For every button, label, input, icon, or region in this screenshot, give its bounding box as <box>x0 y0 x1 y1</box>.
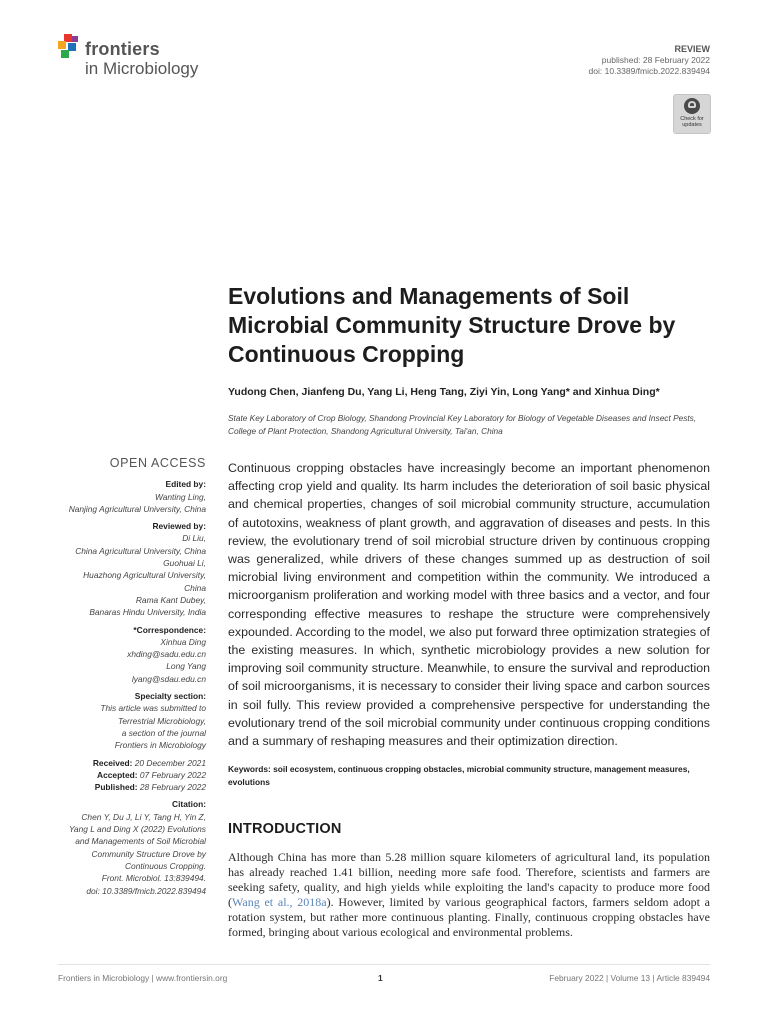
frontiers-logo-icon <box>58 34 82 62</box>
specialty-text: This article was submitted to <box>100 703 206 714</box>
specialty-text: Terrestrial Microbiology, <box>118 715 206 726</box>
check-badge-line2: updates <box>682 122 702 128</box>
accepted-value: 07 February 2022 <box>139 769 206 780</box>
logo-wordmark-frontiers: frontiers <box>85 39 160 59</box>
published-date-side <box>40 781 206 793</box>
abstract: Continuous cropping obstacles have increasingly become an important phenomenon affecting crop yield and quality. Its harm includes the deterioration of soil basic physical and chemical properties, changes of soil microbial community structure, accumulation of autotoxins, weakness of plant growth, and aggravation of diseases and pests. In this review, the evolutionary trend of soil microbial structure driven by continuous cropping was generalized, while drivers of these changes summed up as destruction of soil microbial living environment and competition within the community. We introduced a microorganism proliferation and working model with three basics and a vector, and four corresponding effective measures to reshape the structure were comprehensively expounded. According to the model, we also put forward three optimization strategies of the existing measures. In which, synthetic microbiology provides a new solution for improving soil community structure. Meanwhile, to ensure the survival and reproduction of soil microorganisms, it is necessary to consider their living space and carbon sources in soil fully. This review provided a comprehensive perspective for understanding the evolutionary trend of the soil microbial community under continuous cropping conditions and a summary of reshaping measures and their optimization direction. <box>228 461 710 749</box>
footer-journal-link[interactable]: Frontiers in Microbiology | www.frontiersin.org <box>58 973 228 983</box>
published-date: published: 28 February 2022 <box>601 55 710 65</box>
footer-volume-info: February 2022 | Volume 13 | Article 839494 <box>549 973 710 983</box>
accepted-label: Accepted: <box>97 769 138 780</box>
citation-text: Yang L and Ding X (2022) Evolutions <box>68 824 206 835</box>
reviewer-affiliation: Huazhong Agricultural University, <box>83 570 206 581</box>
keywords: Keywords: soil ecosystem, continuous cropping obstacles, microbial community structure, management measures, evolutions <box>228 764 690 787</box>
published-value: 28 February 2022 <box>139 782 206 793</box>
specialty-section-label: Specialty section: <box>134 691 206 702</box>
received-date <box>40 757 206 769</box>
accepted-date <box>40 769 206 781</box>
footer-divider <box>58 964 710 965</box>
reviewer-affiliation: Banaras Hindu University, India <box>89 607 206 618</box>
intro-text-2: ). However, limited by various geographical factors, farmers seldom adopt a rotation system, but rather more continuous planting. Finally, continuous cropping obstacles have formed, bringing about various ecological and environmental problems. <box>228 895 711 939</box>
article-title: Evolutions and Managements of Soil Microbial Community Structure Drove by Continuous Cropping <box>228 283 676 367</box>
editor-affiliation: Nanjing Agricultural University, China <box>68 503 206 514</box>
article-sidebar <box>40 457 206 897</box>
bookmark-icon <box>684 98 700 114</box>
author-list: Yudong Chen, Jianfeng Du, Yang Li, Heng Tang, Ziyi Yin, Long Yang* and Xinhua Ding* <box>228 386 660 398</box>
specialty-text: a section of the journal <box>121 727 206 738</box>
author-affiliation: State Key Laboratory of Crop Biology, Shandong Provincial Key Laboratory for Biology of Vegetable Diseases and Insect Pests, College of Plant Protection, Shandong Agricultural University, Tai'an, China <box>228 413 697 436</box>
intro-text-1: Although China has more than 5.28 million square kilometers of agricultural land, its population has already reached 1.41 billion, needing more safe food. Therefore, scientists and farmers are seeking safety, quality, and high yields while exploiting the land's capacity to produce more food ( <box>228 850 710 909</box>
correspondent-email[interactable]: lyang@sdau.edu.cn <box>131 673 206 684</box>
reviewer-affiliation: China Agricultural University, China <box>75 545 206 556</box>
reviewer-name: Rama Kant Dubey, <box>135 594 206 605</box>
published-label: Published: <box>94 782 138 793</box>
citation-doi[interactable]: doi: 10.3389/fmicb.2022.839494 <box>86 885 206 896</box>
section-heading-introduction: INTRODUCTION <box>228 821 342 837</box>
reviewed-by-label: Reviewed by: <box>152 521 206 532</box>
citation-text: and Managements of Soil Microbial <box>75 836 206 847</box>
citation-text: Chen Y, Du J, Li Y, Tang H, Yin Z, <box>81 811 206 822</box>
page-number: 1 <box>378 973 383 983</box>
citation-label: Citation: <box>172 799 206 810</box>
correspondent-email[interactable]: xhding@sadu.edu.cn <box>127 649 206 660</box>
received-label: Received: <box>92 757 133 768</box>
citation-link[interactable]: Wang et al., 2018a <box>232 895 327 909</box>
edited-by-label: Edited by: <box>165 479 206 490</box>
introduction-paragraph <box>228 850 710 940</box>
article-type: REVIEW <box>674 44 710 54</box>
check-for-updates-badge[interactable] <box>673 94 711 134</box>
correspondence-label: *Correspondence: <box>133 624 206 635</box>
article-meta-header <box>589 44 710 77</box>
reviewer-name: Di Liu, <box>182 533 206 544</box>
reviewer-affiliation: China <box>184 582 206 593</box>
citation-text: Front. Microbiol. 13:839494. <box>101 873 206 884</box>
correspondent-name: Xinhua Ding <box>160 636 206 647</box>
page-footer <box>58 973 710 987</box>
correspondent-name: Long Yang <box>166 661 206 672</box>
article-doi[interactable]: doi: 10.3389/fmicb.2022.839494 <box>588 66 710 76</box>
specialty-text: Frontiers in Microbiology <box>114 740 206 751</box>
journal-logo[interactable] <box>58 34 258 82</box>
logo-wordmark-journal: in Microbiology <box>85 59 199 78</box>
received-value: 20 December 2021 <box>134 757 206 768</box>
citation-text: Community Structure Drove by <box>91 848 206 859</box>
citation-text: Continuous Cropping. <box>124 860 206 871</box>
reviewer-name: Guohuai Li, <box>163 558 206 569</box>
editor-name: Wanting Ling, <box>154 491 206 502</box>
open-access-label: OPEN ACCESS <box>109 456 206 470</box>
check-badge-line1: Check for <box>680 116 704 122</box>
